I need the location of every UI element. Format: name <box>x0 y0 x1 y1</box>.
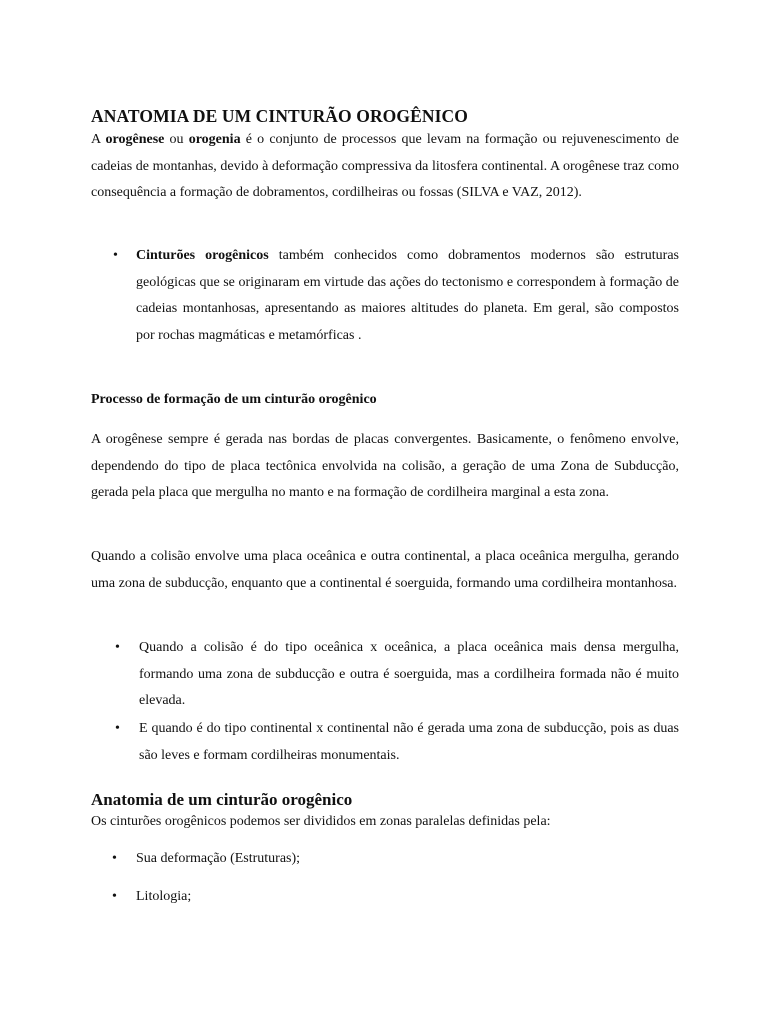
process-paragraph-2: Quando a colisão envolve uma placa oceânica e outra continental, a placa oceânica mergulha, gerando uma zona de subducção, enquanto que a continental é soerguida, formando uma cordilheira montanhosa. <box>91 549 679 591</box>
bullet-marker: • <box>112 889 117 904</box>
bullet-marker: • <box>115 640 120 655</box>
anatomy-item-deformation <box>112 849 301 869</box>
anatomy-item-text: Sua deformação (Estruturas); <box>136 851 301 866</box>
bullet-orogenic-text: também conhecidos como dobramentos modernos são estruturas geológicas que se originaram em virtude das ações do tectonismo e correspondem à formação de cadeias montanhosas, apresentando as maiores altitudes do planeta. Em geral, são compostos por rochas magmáticas e metamórficas . <box>136 248 679 343</box>
process-bullet-ocean-ocean <box>115 635 679 715</box>
bullet-marker: • <box>112 851 117 866</box>
process-bullet-text: E quando é do tipo continental x continental não é gerada uma zona de subducção, pois as duas são leves e formam cordilheiras monumentais. <box>139 721 679 763</box>
document-title: ANATOMIA DE UM CINTURÃO OROGÊNICO <box>91 106 468 126</box>
bullet-marker: • <box>115 721 120 736</box>
bullet-orogenic-belts <box>113 243 679 349</box>
intro-text-3: é o conjunto de processos que levam na formação ou rejuvenescimento de cadeias de montanhas, devido à deformação compressiva da litosfera continental. A orogênese traz como consequência a formação de dobramentos, cordilheiras ou fossas (SILVA e VAZ, 2012). <box>91 132 679 200</box>
intro-text-2: ou <box>164 132 189 147</box>
section-heading-anatomy: Anatomia de um cinturão orogênico <box>91 790 353 809</box>
bullet-marker: • <box>113 248 118 263</box>
intro-text-1: A <box>91 132 106 147</box>
section-heading-process: Processo de formação de um cinturão orogênico <box>91 392 377 407</box>
anatomy-item-lithology <box>112 887 192 907</box>
process-bullet-continent-continent <box>115 716 679 769</box>
intro-paragraph <box>91 127 679 207</box>
term-cinturoes-orogenicos: Cinturões orogênicos <box>136 248 269 263</box>
term-orogenia: orogenia <box>188 132 241 147</box>
process-paragraph-1: A orogênese sempre é gerada nas bordas de placas convergentes. Basicamente, o fenômeno envolve, dependendo do tipo de placa tectônica envolvida na colisão, a geração de uma Zona de Subducção, gerada pela placa que mergulha no manto e na formação de cordilheira marginal a esta zona. <box>91 432 679 500</box>
term-orogenese: orogênese <box>105 132 165 147</box>
anatomy-item-text: Litologia; <box>136 889 192 904</box>
process-bullet-text: Quando a colisão é do tipo oceânica x oceânica, a placa oceânica mais densa mergulha, formando uma zona de subducção e outra é soerguida, mas a cordilheira formada não é muito elevada. <box>139 640 679 708</box>
anatomy-intro: Os cinturões orogênicos podemos ser divididos em zonas paralelas definidas pela: <box>91 814 551 829</box>
